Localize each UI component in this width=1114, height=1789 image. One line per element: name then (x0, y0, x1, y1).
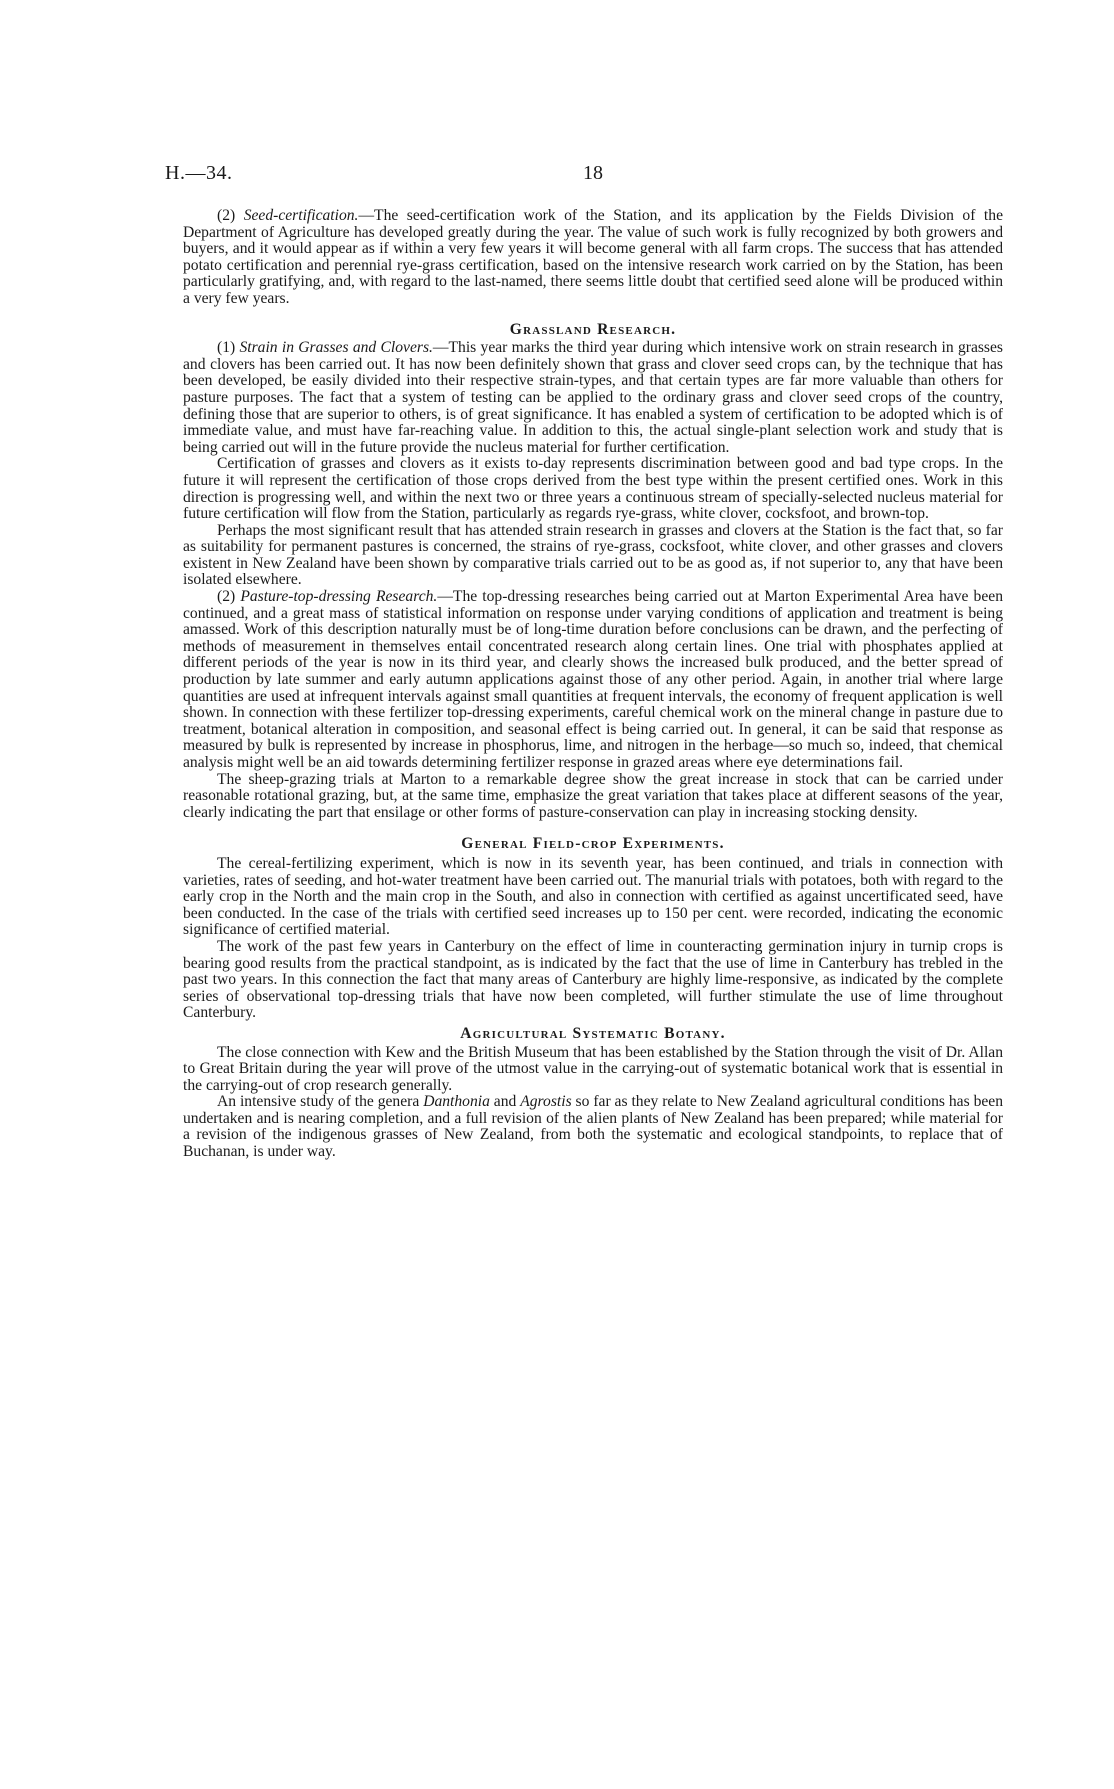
paragraph-genera (183, 1094, 1003, 1160)
paragraph-significant-result: Perhaps the most significant result that has attended strain research in grasses and clovers at the Station is the fact that, so far as suitability for permanent pastures is concerned, the strains of rye-grass, cocksfoot, white clover, and other grasses and clovers existent in New Zealand have been shown by comparative trials carried out to be as good as, if not superior to, any that have been isolated elsewhere. (183, 521, 1003, 589)
paragraph-text: —This year marks the third year during which intensive work on strain research in grasses and clovers has been carried out. It has now been definitely shown that grass and clover seed crops can, by the technique that has been developed, be easily divided into their respective strain-types, and that certain types are far more valuable than others for pasture purposes. The fact that a system of testing can be applied to the ordinary grass and clover seed crops of the country, defining those that are superior to others, is of great significance. It has enabled a system of certification to be adopted which is of immediate value, and must have far-reaching value. In addition to this, the actual single-plant selection work and study that is being carried out will in the future provide the nucleus material for further certification. (183, 339, 1003, 456)
paragraph-title: Seed-certification. (243, 207, 359, 224)
paragraph-kew: The close connection with Kew and the British Museum that has been established by the Station through the visit of Dr. Allan to Great Britain during the year will prove of the utmost value in the carrying-out of systematic botanical work that is essential in the carrying-out of crop research generally. (183, 1043, 1003, 1094)
body-text (183, 208, 1003, 1161)
item-number: (1) (217, 339, 240, 357)
paragraph-seed-certification (183, 208, 1003, 308)
section-heading-grassland: Grassland Research. (509, 320, 677, 338)
paragraph-top-dressing (183, 589, 1003, 772)
section-heading-field-crop: General Field-crop Experiments. (461, 835, 725, 853)
paragraph-text: —The seed-certification work of the Station, and its application by the Fields Division of the Department of Agriculture has developed greatly during the year. The value of such work is fully recognized by both growers and buyers, and it would appear as if within a very few years it will become general with all farm crops. The success that has attended potato certification and perennial rye-grass certification, based on the intensive research work carried on by the Station, has been particularly gratifying, and, with regard to the last-named, there seems little doubt that certified seed alone will be produced within a very few years. (183, 207, 1003, 307)
item-number: (2) (217, 207, 244, 224)
section-heading-botany: Agricultural Systematic Botany. (460, 1024, 726, 1042)
paragraph-cereal: The cereal-fertilizing experiment, which is now in its seventh year, has been continued, and trials in connection with varieties, rates of seeding, and hot-water treatment have been carried out. The manurial trials with potatoes, both with regard to the early crop in the North and the main crop in the South, and also in connection with certified as against uncertificated seed, have been conducted. In the case of the trials with certified seed increases up to 150 per cent. were recorded, indicating the economic significance of certified material. (183, 854, 1003, 939)
paragraph-lime: The work of the past few years in Canterbury on the effect of lime in counteracting germination injury in turnip crops is bearing good results from the practical standpoint, as is indicated by the fact that the use of lime in Canterbury has trebled in the past two years. In this connection the fact that many areas of Canterbury are highly lime-responsive, as indicated by the complete series of observational top-dressing trials that have now been completed, will further stimulate the use of lime throughout Canterbury. (183, 937, 1003, 1022)
genus-name: Agrostis (520, 1093, 572, 1111)
item-number: (2) (217, 588, 241, 606)
text-run: An intensive study of the genera (217, 1093, 424, 1111)
text-run: and (489, 1093, 521, 1111)
page-number: 18 (583, 162, 603, 184)
genus-name: Danthonia (423, 1093, 490, 1111)
paragraph-title: Strain in Grasses and Clovers. (239, 339, 433, 357)
paragraph-title: Pasture-top-dressing Research. (240, 588, 438, 606)
paragraph-certification: Certification of grasses and clovers as it exists to-day represents discrimination between good and bad type crops. In the future it will represent the certification of those crops derived from the best type within the present certified ones. Work in this direction is progressing well, and within the next two or three years a continuous stream of specially-selected nucleus material for future certification will flow from the Station, particularly as regards rye-grass, white clover, cocksfoot, and brown-top. (183, 455, 1003, 523)
paragraph-text: —The top-dressing researches being carried out at Marton Experimental Area have been continued, and a great mass of statistical information on response under varying conditions of application and treatment is being amassed. Work of this description naturally must be of long-time duration before conclusions can be drawn, and the perfecting of methods of measurement in themselves entail concentrated research along certain lines. One trial with phosphates applied at different periods of the year is now in its third year, and clearly shows the increased bulk produced, and the better spread of production by late summer and early autumn applications against those of any other period. Again, in another trial where large quantities are used at infrequent intervals against small quantities at frequent intervals, the economy of frequent application is well shown. In connection with these fertilizer top-dressing experiments, careful chemical work on the mineral change in pasture due to treatment, botanical alteration in composition, and seasonal effect is being carried out. In general, it can be said that response as measured by bulk is represented by increase in phosphorus, lime, and nitrogen in the herbage—so much so, indeed, that chemical analysis might well be an aid towards determining fertilizer response in grazed areas where eye determinations fail. (183, 588, 1003, 771)
paragraph-strain (183, 340, 1003, 456)
text-run: so far as they relate to New Zealand agricultural conditions has been undertaken and is nearing completion, and a full revision of the alien plants of New Zealand has been prepared; while material for a revision of the indigenous grasses of New Zealand, from both the systematic and ecological standpoints, to replace that of Buchanan, is under way. (183, 1093, 1004, 1161)
paragraph-sheep-grazing: The sheep-grazing trials at Marton to a remarkable degree show the great increase in stock that can be carried under reasonable rotational grazing, but, at the same time, emphasize the great variation that takes place at different seasons of the year, clearly indicating the part that ensilage or other forms of pasture-conservation can play in increasing stocking density. (183, 770, 1003, 821)
document-reference: H.—34. (165, 162, 233, 184)
